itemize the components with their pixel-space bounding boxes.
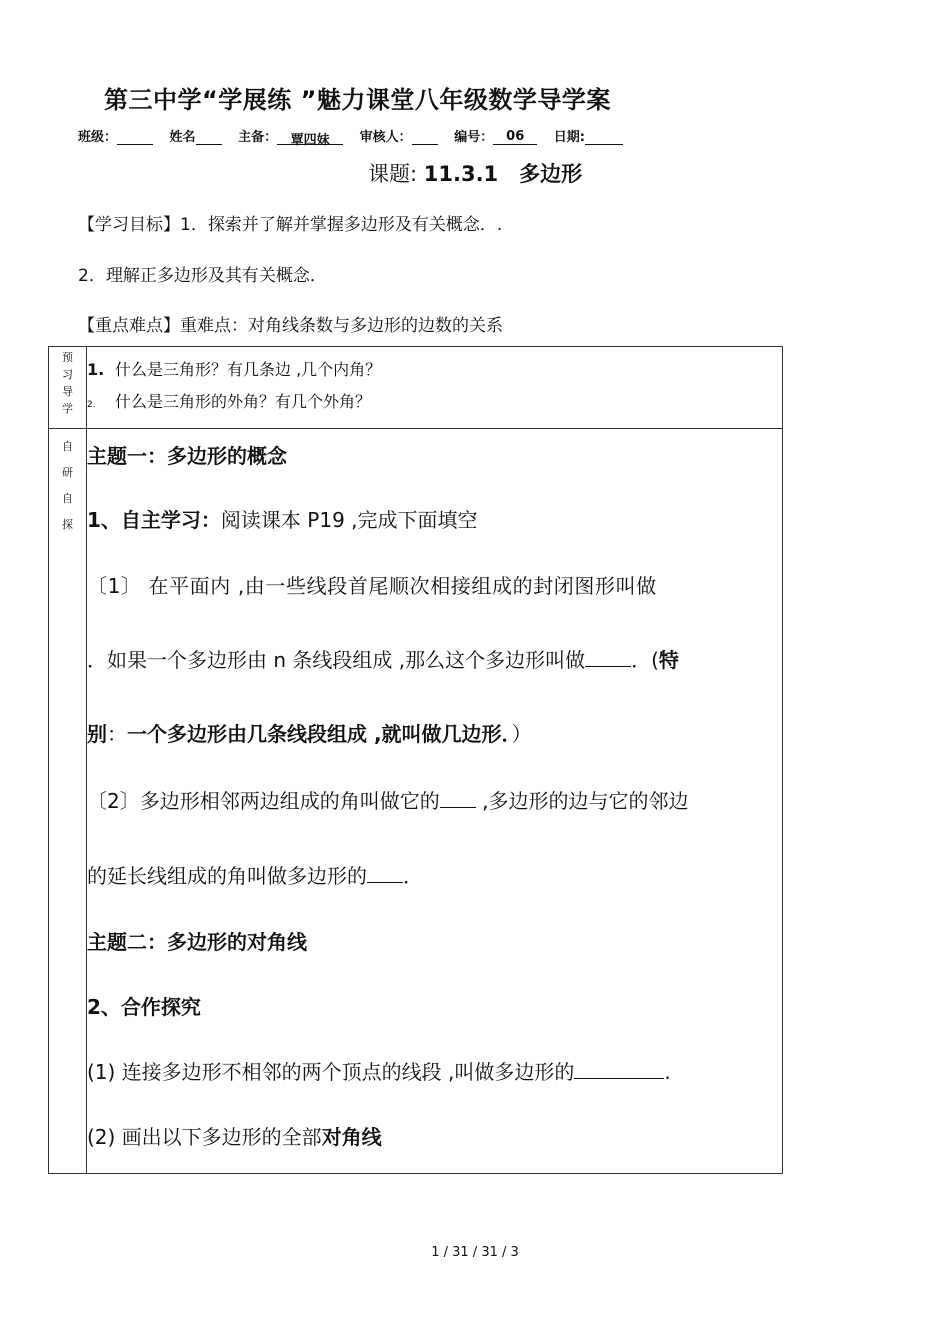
meta-line	[78, 126, 623, 148]
date-field	[554, 130, 623, 145]
side-char: 自	[62, 492, 73, 505]
question-text: 什么是三角形？有几条边 ,几个内角？	[115, 360, 382, 379]
polygon-name-blank	[585, 648, 631, 667]
key-points-line: 【重点难点】重难点：对角线条数与多边形的边数的关系	[78, 316, 503, 336]
name-field	[170, 130, 222, 145]
item-2-line-a	[87, 763, 782, 839]
subject-value: 11.3.1 多边形	[423, 162, 583, 186]
lesson-subject	[368, 158, 582, 188]
number-field	[454, 130, 537, 145]
item-2-punct: ．	[403, 864, 423, 888]
note-colon: ：	[107, 722, 127, 746]
side-char: 预	[62, 351, 73, 364]
exterior-angle-blank	[367, 864, 403, 883]
item-2-text: 〔2〕多边形相邻两边组成的角叫做它的	[87, 789, 440, 813]
self-study-row	[49, 429, 783, 1174]
class-label: 班级：	[78, 130, 118, 145]
item-2-text-end: ,多边形的边与它的邻边	[475, 789, 689, 813]
diagonal-blank	[574, 1060, 664, 1079]
reviewer-field	[360, 130, 438, 145]
note-bold-text: 一个多边形由几条线段组成 ,就叫做几边形．	[127, 722, 512, 746]
note-start: 别	[87, 722, 107, 746]
topic-2-heading: 主题二：多边形的对角线	[87, 930, 307, 954]
side-char: 习	[62, 368, 73, 381]
self-study-label: 1、自主学习：	[87, 508, 221, 532]
item-1-line-b	[87, 615, 782, 705]
self-study-line	[87, 483, 782, 557]
class-blank	[117, 129, 153, 145]
document-title: 第三中学“学展练 ”魅力课堂八年级数学导学案	[104, 86, 611, 114]
cooperative-heading: 2、合作探究	[87, 995, 201, 1019]
side-char: 研	[62, 466, 73, 479]
page-footer: 1 / 31 / 31 / 3	[431, 1245, 519, 1260]
cooperative-text: (1) 连接多边形不相邻的两个顶点的线段 ,叫做多边形的	[87, 1060, 575, 1084]
name-blank	[196, 129, 222, 145]
question-text: 什么是三角形的外角？有几个外角？	[115, 392, 372, 411]
item-2-line-b	[87, 839, 782, 913]
cooperative-item-1	[87, 1043, 782, 1101]
item-1-bold: 特	[658, 648, 679, 672]
preparer-label: 主备：	[238, 130, 278, 145]
date-label: 日期:	[553, 130, 585, 145]
preparer-value: 覃四妹	[277, 129, 343, 145]
interior-angle-blank	[440, 789, 476, 808]
item-1-line-c	[87, 705, 782, 763]
question-number: 2.	[87, 400, 96, 410]
study-table	[48, 346, 783, 1174]
note-end: ）	[511, 722, 532, 746]
preview-content	[87, 347, 783, 429]
preview-row	[49, 347, 783, 429]
subject-label: 课题:	[368, 162, 418, 186]
name-label: 姓名	[169, 130, 196, 145]
preview-question-2	[87, 386, 782, 421]
self-study-text: 阅读课本 P19 ,完成下面填空	[220, 508, 478, 532]
date-blank	[585, 129, 623, 145]
side-char: 探	[62, 518, 73, 531]
preview-side-label	[49, 347, 87, 429]
question-number: 1.	[87, 360, 105, 379]
side-char: 自	[62, 440, 73, 453]
reviewer-label: 审核人：	[359, 130, 412, 145]
objective-line-2: 2．理解正多边形及其有关概念．	[78, 266, 327, 286]
side-char: 学	[62, 402, 73, 415]
cooperative-bold: 对角线	[321, 1125, 382, 1149]
number-value: 06	[493, 129, 537, 145]
item-1-text: ．如果一个多边形由 n 条线段组成 ,那么这个多边形叫做	[87, 648, 586, 672]
cooperative-item-2	[87, 1101, 782, 1173]
class-field	[78, 130, 153, 145]
item-1-punct: ．(	[631, 648, 659, 672]
cooperative-text: (2) 画出以下多边形的全部	[87, 1125, 322, 1149]
preparer-field	[238, 130, 343, 148]
item-2-text: 的延长线组成的角叫做多边形的	[87, 864, 367, 888]
objective-line-1: 【学习目标】1．探索并了解并掌握多边形及有关概念．.	[78, 215, 503, 235]
topic-1-heading: 主题一：多边形的概念	[87, 444, 287, 468]
self-study-content	[87, 429, 783, 1174]
cooperative-punct: .	[664, 1060, 671, 1084]
number-label: 编号：	[454, 130, 494, 145]
side-char: 导	[62, 385, 73, 398]
self-study-side-label	[49, 429, 87, 1174]
preview-question-1	[87, 354, 782, 386]
reviewer-blank	[412, 129, 438, 145]
item-1-line-a: 〔1〕 在平面内 ,由一些线段首尾顺次相接组成的封闭图形叫做	[87, 574, 657, 598]
